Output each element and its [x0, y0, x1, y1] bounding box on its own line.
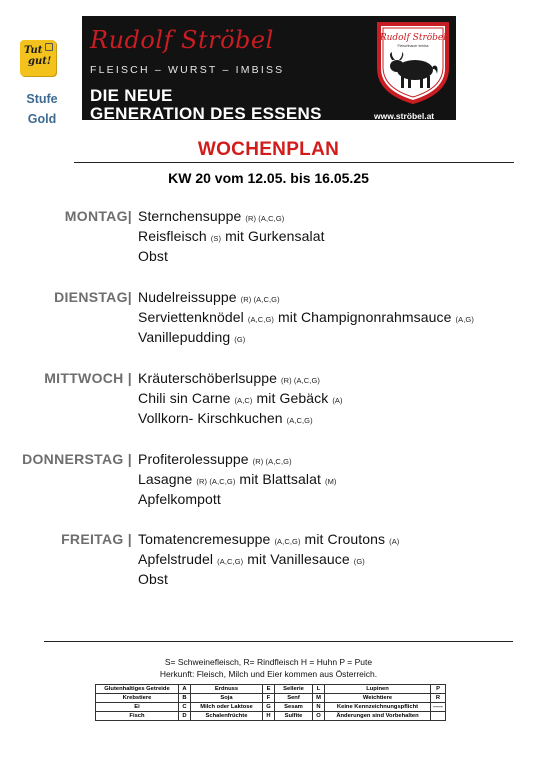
dish-text: Apfelkompott	[138, 491, 221, 507]
day-label: FREITAG |	[61, 531, 132, 547]
dish-text: mit Champignonrahmsauce	[274, 309, 456, 325]
dish-text: Obst	[138, 571, 168, 587]
dish-line	[138, 309, 474, 325]
allergen-row	[96, 703, 446, 712]
allergen-letter: O	[313, 712, 325, 721]
allergen-name: Fisch	[96, 712, 179, 721]
page-title: WOCHENPLAN	[197, 139, 340, 160]
brand-name: Rudolf Ströbel	[90, 26, 274, 54]
allergen-code: (A)	[332, 396, 343, 405]
origin-note: Herkunft: Fleisch, Milch und Eier kommen aus Österreich.	[159, 669, 378, 679]
allergen-row	[96, 712, 446, 721]
day-label: MITTWOCH |	[44, 370, 132, 386]
dish-text: mit Gebäck	[252, 390, 333, 406]
dish-line	[138, 551, 365, 567]
tut-gut-logo	[20, 40, 56, 76]
allergen-code: (R) (A,C,G)	[196, 477, 236, 486]
allergen-code: (A,C,G)	[217, 557, 244, 566]
allergen-name: Sesam	[275, 703, 313, 712]
dish-text: Profiterolessuppe	[138, 451, 253, 467]
allergen-name: Senf	[275, 694, 313, 703]
dish-line	[138, 370, 320, 386]
dish-line	[138, 471, 337, 487]
allergen-name: Soja	[191, 694, 263, 703]
allergen-letter: H	[263, 712, 275, 721]
day-label: MONTAG|	[64, 208, 132, 224]
badge-line-2: gut!	[28, 56, 52, 67]
dish-line	[138, 451, 292, 467]
allergen-name: Glutenhaltiges Getreide	[96, 685, 179, 694]
allergen-letter: R	[431, 694, 446, 703]
allergen-name: Schalenfrüchte	[191, 712, 263, 721]
allergen-code: (M)	[324, 477, 337, 486]
dish-line	[138, 410, 313, 426]
dish-text: Chili sin Carne	[138, 390, 235, 406]
allergen-code: (S)	[210, 234, 222, 243]
stufe-level: Gold	[27, 112, 57, 126]
brand-tagline: FLEISCH – WURST – IMBISS	[90, 64, 285, 76]
dish-line	[138, 289, 280, 305]
allergen-code: (G)	[234, 335, 246, 344]
allergen-row	[96, 694, 446, 703]
dish-text: Lasagne	[138, 471, 197, 487]
shield-brand: Rudolf Ströbel	[379, 33, 447, 43]
dish-line	[138, 208, 284, 224]
allergen-name: Krebstiere	[96, 694, 179, 703]
allergen-letter: F	[263, 694, 275, 703]
dish-text: Nudelreissuppe	[138, 289, 241, 305]
allergen-table	[95, 684, 446, 721]
dish-line	[138, 228, 325, 244]
banner-headline-1: DIE NEUE	[90, 86, 173, 105]
allergen-name: Milch oder Laktose	[191, 703, 263, 712]
dish-text: Sternchensuppe	[138, 208, 246, 224]
dish-text: mit Gurkensalat	[221, 228, 325, 244]
dish-line	[138, 329, 245, 345]
dish-line	[138, 571, 168, 587]
website-url: www.ströbel.at	[374, 111, 435, 120]
allergen-name: Ei	[96, 703, 179, 712]
allergen-letter: -----	[431, 703, 446, 712]
allergen-name: Lupinen	[325, 685, 431, 694]
allergen-code: (A,C,G)	[247, 315, 275, 324]
dish-text: Serviettenknödel	[138, 309, 248, 325]
dish-text: Vanillepudding	[138, 329, 235, 345]
dish-text: Apfelstrudel	[138, 551, 218, 567]
dish-text: Obst	[138, 248, 168, 264]
allergen-name: Erdnuss	[191, 685, 263, 694]
dish-text: Kräuterschöberlsuppe	[138, 370, 281, 386]
header-banner	[82, 16, 456, 120]
dish-text: Reisfleisch	[138, 228, 211, 244]
allergen-letter: G	[263, 703, 275, 712]
allergen-name: Sellerie	[275, 685, 313, 694]
allergen-code: (R) (A,C,G)	[252, 457, 292, 466]
allergen-name: Weichtiere	[325, 694, 431, 703]
allergen-letter: N	[313, 703, 325, 712]
dish-text: Tomatencremesuppe	[138, 531, 275, 547]
allergen-code: (A,C,G)	[274, 537, 301, 546]
allergen-letter: L	[313, 685, 325, 694]
allergen-code: (A,C)	[234, 396, 253, 405]
allergen-code: (G)	[353, 557, 365, 566]
allergen-name: Keine Kennzeichnungspflicht	[325, 703, 431, 712]
meat-legend: S= Schweinefleisch, R= Rindfleisch H = Huhn P = Pute	[164, 657, 373, 667]
dish-line	[138, 248, 168, 264]
title-divider	[74, 162, 514, 163]
badge-mark-icon	[45, 43, 53, 51]
dish-text: mit Vanillesauce	[243, 551, 354, 567]
dish-text: mit Croutons	[300, 531, 390, 547]
allergen-code: (A,C,G)	[286, 416, 313, 425]
dish-text: Vollkorn- Kirschkuchen	[138, 410, 287, 426]
dish-text: mit Blattsalat	[235, 471, 325, 487]
dish-line	[138, 491, 221, 507]
allergen-letter: B	[179, 694, 191, 703]
allergen-row	[96, 685, 446, 694]
allergen-letter: P	[431, 685, 446, 694]
footer-divider	[44, 641, 513, 642]
stufe-label: Stufe	[26, 92, 58, 106]
bull-shield-icon	[375, 20, 451, 104]
allergen-code: (A)	[389, 537, 400, 546]
day-label: DIENSTAG|	[54, 289, 132, 305]
allergen-letter: M	[313, 694, 325, 703]
allergen-letter	[431, 712, 446, 721]
allergen-code: (R) (A,C,G)	[280, 376, 320, 385]
allergen-code: (A,G)	[455, 315, 474, 324]
allergen-letter: A	[179, 685, 191, 694]
day-label: DONNERSTAG |	[22, 451, 132, 467]
badge-line-1: Tut	[24, 45, 43, 56]
dish-line	[138, 390, 343, 406]
allergen-letter: D	[179, 712, 191, 721]
dish-line	[138, 531, 399, 547]
allergen-code: (R) (A,C,G)	[245, 214, 285, 223]
shield-sub: Fleischhauer Imbiss	[397, 44, 429, 48]
allergen-letter: E	[263, 685, 275, 694]
week-range: KW 20 vom 12.05. bis 16.05.25	[168, 170, 369, 186]
allergen-letter: C	[179, 703, 191, 712]
banner-headline-2: GENERATION DES ESSENS	[90, 104, 322, 120]
allergen-code: (R) (A,C,G)	[240, 295, 280, 304]
allergen-name: Sulfite	[275, 712, 313, 721]
allergen-name: Änderungen sind Vorbehalten	[325, 712, 431, 721]
